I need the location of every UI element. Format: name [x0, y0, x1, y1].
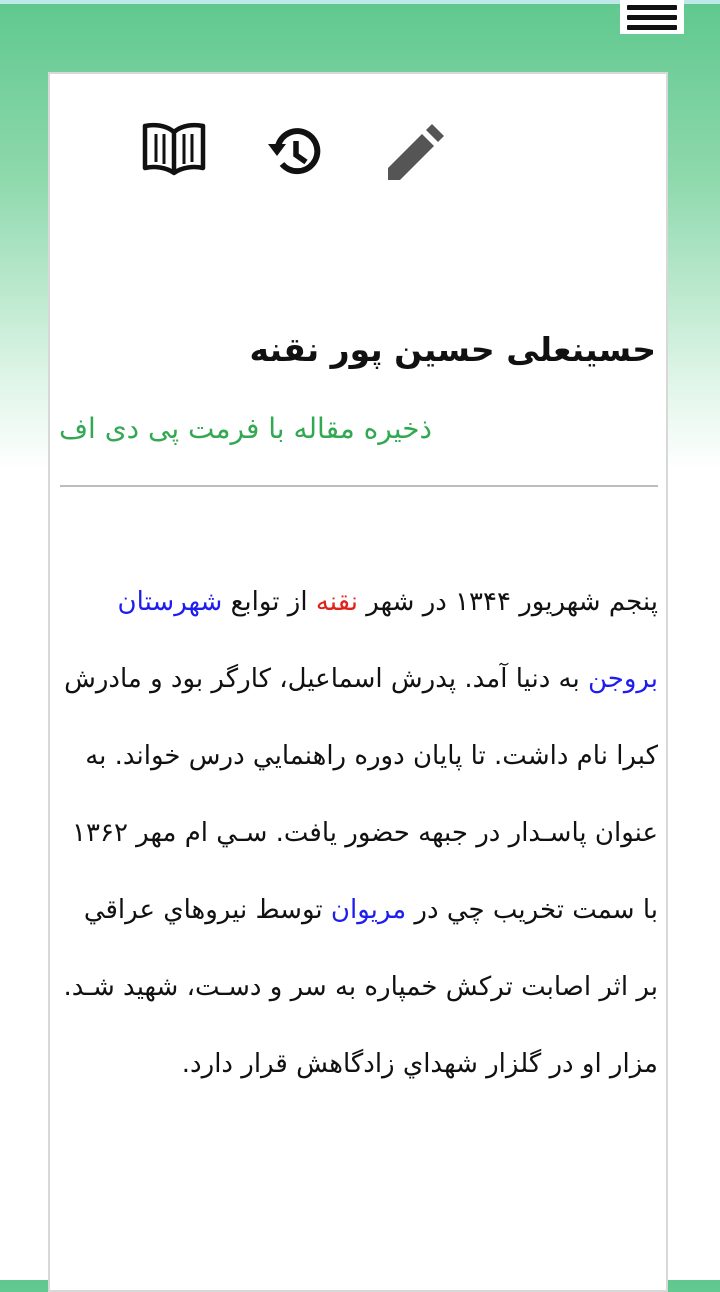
county-link[interactable]: شهرستان بروجن — [117, 587, 658, 694]
body-text: توسط نيروهاي عراقي بر اثر اصابت تركش خمپاره به سر و دسـت، شهيد شـد. مزار او در گلزار شهداي زادگاهش قرار دارد. — [63, 895, 658, 1079]
menu-bar — [627, 15, 677, 20]
place-link[interactable]: مريوان — [330, 895, 407, 925]
article-card — [48, 72, 668, 1292]
body-text: به دنيا آمد. پدرش اسماعيل، كارگر بود و مادرش كبرا نام داشت. تا پايان دوره راهنمايي درس خواند. به عنوان پاسـدار در جبهه حضور يافت. سـي ام مهر ۱۳۶۲ با سمت تخريب چي در — [64, 664, 658, 925]
article-body — [60, 564, 658, 1103]
history-icon[interactable] — [266, 124, 322, 180]
menu-bar — [627, 25, 677, 30]
book-icon[interactable] — [142, 120, 206, 176]
menu-bar — [627, 5, 677, 10]
city-link[interactable]: نقنه — [315, 587, 359, 617]
divider — [60, 485, 658, 487]
body-text: پنجم شهريور ۱۳۴۴ در شهر — [358, 587, 658, 617]
status-line — [0, 0, 720, 4]
page-title: حسینعلی حسین پور نقنه — [249, 330, 656, 369]
hamburger-menu-icon[interactable] — [620, 0, 684, 34]
body-text: از توابع — [222, 587, 316, 617]
save-pdf-link[interactable]: ذخیره مقاله با فرمت پی دی اف — [59, 412, 432, 445]
edit-icon[interactable] — [384, 124, 444, 184]
